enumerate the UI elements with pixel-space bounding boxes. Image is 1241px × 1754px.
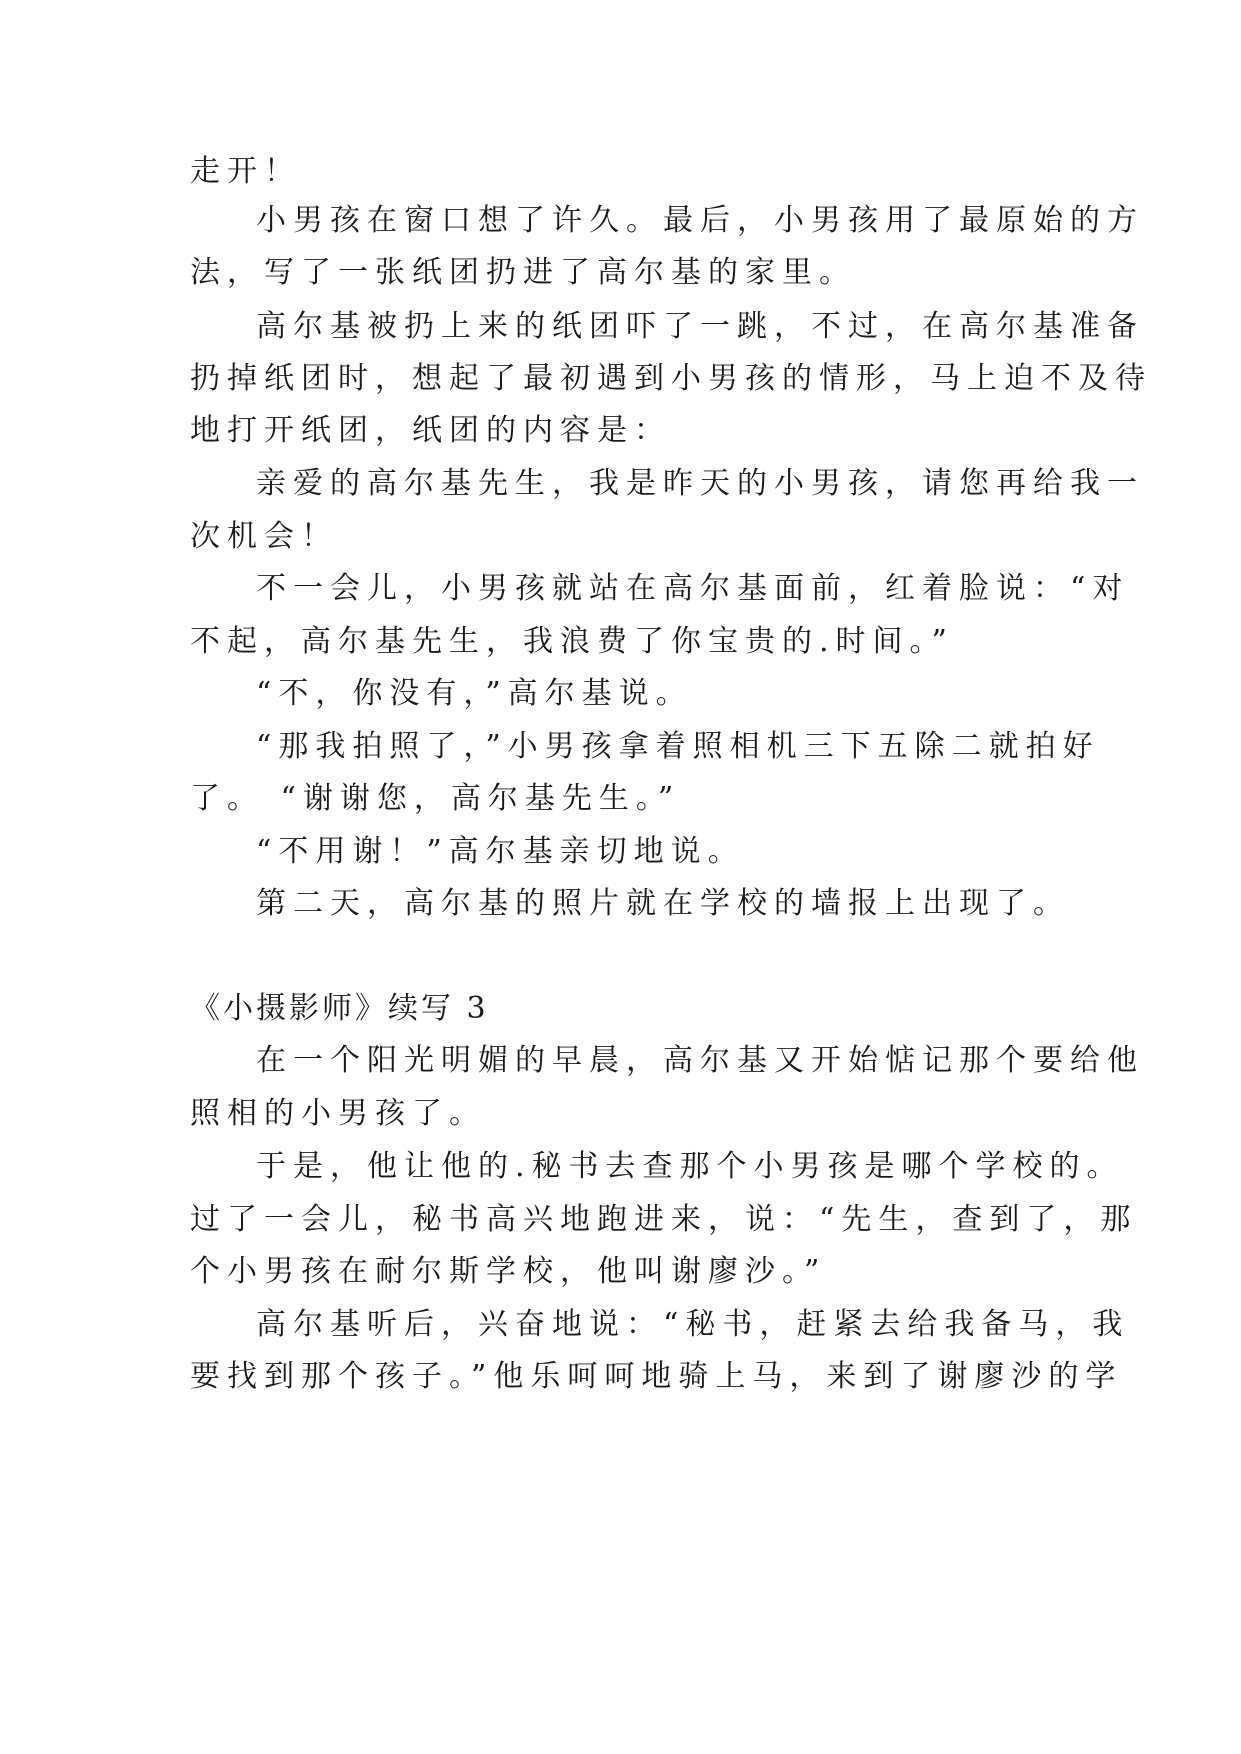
paragraph-line: “那我拍照了，”小男孩拿着照相机三下五除二就拍好 bbox=[256, 729, 1100, 764]
paragraph-line: 高尔基被扔上来的纸团吓了一跳，不过，在高尔基准备 bbox=[256, 309, 1144, 344]
paragraph-line: 于是，他让他的.秘书去查那个小男孩是哪个学校的。 bbox=[256, 1149, 1124, 1184]
paragraph-line: 走开！ bbox=[190, 154, 301, 189]
paragraph-line: 第二天，高尔基的照片就在学校的墙报上出现了。 bbox=[256, 886, 1070, 921]
paragraph-line: 不起，高尔基先生，我浪费了你宝贵的.时间。” bbox=[190, 624, 954, 659]
paragraph-line: 不一会儿，小男孩就站在高尔基面前，红着脸说：“对 bbox=[256, 571, 1130, 606]
paragraph-line: 扔掉纸团时，想起了最初遇到小男孩的情形，马上迫不及待 bbox=[190, 361, 1152, 396]
paragraph-line: 亲爱的高尔基先生，我是昨天的小男孩，请您再给我一 bbox=[256, 466, 1144, 501]
paragraph-line: 法，写了一张纸团扔进了高尔基的家里。 bbox=[190, 255, 856, 290]
paragraph-line: 照相的小男孩了。 bbox=[190, 1096, 486, 1131]
paragraph-line: 地打开纸团，纸团的内容是： bbox=[190, 413, 671, 448]
paragraph-line: 过了一会儿，秘书高兴地跑进来，说：“先生，查到了，那 bbox=[190, 1202, 1138, 1237]
paragraph-line: “不，你没有，”高尔基说。 bbox=[256, 676, 693, 711]
paragraph-line: 要找到那个孩子。”他乐呵呵地骑上马，来到了谢廖沙的学 bbox=[190, 1359, 1123, 1394]
section-heading: 《小摄影师》续写 3 bbox=[190, 991, 489, 1026]
paragraph-line: 了。 “谢谢您，高尔基先生。” bbox=[190, 781, 681, 816]
paragraph-line: 小男孩在窗口想了许久。最后，小男孩用了最原始的方 bbox=[256, 203, 1144, 238]
paragraph-line: 次机会！ bbox=[190, 519, 338, 554]
paragraph-line: “不用谢！”高尔基亲切地说。 bbox=[256, 834, 745, 869]
paragraph-line: 高尔基听后，兴奋地说：“秘书，赶紧去给我备马，我 bbox=[256, 1307, 1130, 1342]
paragraph-line: 个小男孩在耐尔斯学校，他叫谢廖沙。” bbox=[190, 1254, 827, 1289]
paragraph-line: 在一个阳光明媚的早晨，高尔基又开始惦记那个要给他 bbox=[256, 1043, 1144, 1078]
